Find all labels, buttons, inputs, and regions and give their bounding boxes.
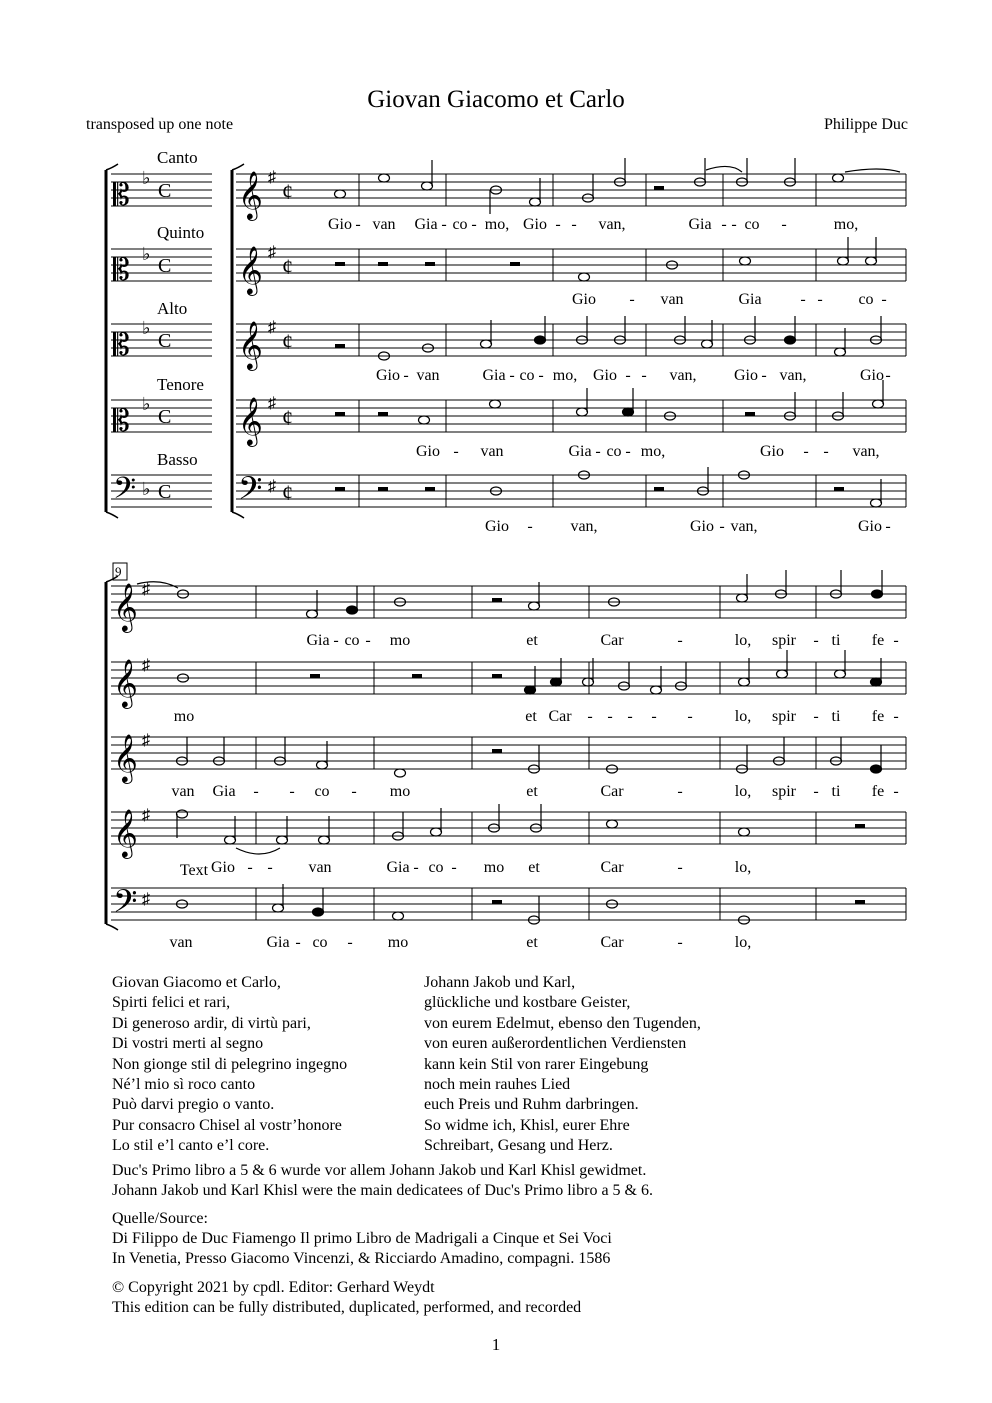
svg-text:♯: ♯ xyxy=(142,807,150,824)
lyric-syllable: et xyxy=(526,783,538,800)
lyric-syllable: Car xyxy=(600,934,624,951)
lyric-syllable: Gio xyxy=(858,518,882,535)
svg-text:♯: ♯ xyxy=(142,732,150,749)
lyric-syllable: co xyxy=(606,443,622,460)
svg-text:♯: ♯ xyxy=(268,319,276,336)
dedication-note xyxy=(112,1161,653,1201)
lyric-syllable: van xyxy=(416,367,440,384)
lyric-syllable: Gio xyxy=(860,367,884,384)
lyric-syllable: co xyxy=(314,783,330,800)
lyric-hyphen: - xyxy=(893,783,899,800)
lyric-hyphen: - xyxy=(413,859,419,876)
lyric-hyphen: - xyxy=(677,632,683,649)
lyric-hyphen: - xyxy=(333,632,339,649)
svg-text:¢: ¢ xyxy=(282,254,293,279)
lyric-syllable: ti xyxy=(831,708,841,725)
lyric-syllable: van, xyxy=(730,518,758,535)
lyric-syllable: Gia xyxy=(212,783,236,800)
lyric-hyphen: - xyxy=(355,216,361,233)
svg-text:𝄞: 𝄞 xyxy=(238,173,263,219)
lyric-hyphen: - xyxy=(595,443,601,460)
lyric-hyphen: - xyxy=(761,367,767,384)
svg-text:♭: ♭ xyxy=(142,318,151,338)
svg-text:♭: ♭ xyxy=(142,168,151,188)
lyric-hyphen: - xyxy=(453,443,459,460)
poem-line: So widme ich, Khisl, eurer Ehre xyxy=(424,1116,630,1134)
poem-italian xyxy=(112,973,347,1157)
svg-text:𝄞: 𝄞 xyxy=(238,323,263,369)
poem-line: von euren außerordentlichen Verdiensten xyxy=(424,1035,687,1053)
lyric-hyphen: - xyxy=(677,783,683,800)
lyric-hyphen: - xyxy=(347,934,353,951)
voice-name-basso: Basso xyxy=(157,450,198,469)
lyric-syllable: Gia xyxy=(688,216,712,233)
lyric-syllable: co xyxy=(344,632,360,649)
svg-text:♯: ♯ xyxy=(268,478,276,495)
source-line: Di Filippo de Duc Fiamengo Il primo Libro de Madrigali a Cinque et Sei Voci xyxy=(112,1230,612,1247)
lyric-syllable: mo xyxy=(173,708,195,725)
svg-text:¢: ¢ xyxy=(282,480,293,505)
lyric-hyphen: - xyxy=(885,518,891,535)
lyric-syllable: Gio xyxy=(690,518,714,535)
lyric-syllable: fe xyxy=(871,708,885,725)
lyric-syllable: lo, xyxy=(734,934,752,951)
lyric-hyphen: - xyxy=(509,367,515,384)
lyric-syllable: co xyxy=(744,216,760,233)
lyric-hyphen: - xyxy=(441,216,447,233)
lyric-hyphen: - xyxy=(267,859,273,876)
measure-number: 9 xyxy=(115,564,122,579)
lyric-syllable: Gia xyxy=(738,291,762,308)
lyric-hyphen: - xyxy=(813,708,819,725)
lyric-syllable: van, xyxy=(570,518,598,535)
lyric-hyphen: - xyxy=(527,518,533,535)
svg-text:𝄡: 𝄡 xyxy=(113,179,130,212)
lyric-syllable: mo, xyxy=(640,443,666,460)
source-heading: Quelle/Source: xyxy=(112,1210,208,1227)
lyric-syllable: spir xyxy=(772,708,796,725)
voice-name-quinto: Quinto xyxy=(157,223,205,242)
lyric-syllable: Gio xyxy=(416,443,440,460)
lyric-syllable: Gio xyxy=(572,291,596,308)
svg-text:𝄡: 𝄡 xyxy=(113,254,130,287)
svg-text:♭: ♭ xyxy=(142,479,151,499)
lyric-syllable: Gia xyxy=(266,934,290,951)
svg-text:𝄡: 𝄡 xyxy=(113,329,130,362)
copyright-line: © Copyright 2021 by cpdl. Editor: Gerhard Weydt xyxy=(112,1279,435,1296)
poem-line: Giovan Giacomo et Carlo, xyxy=(112,974,281,991)
poem-line: noch mein rauhes Lied xyxy=(424,1076,571,1094)
poem-german xyxy=(424,973,701,1157)
voice-name-alto: Alto xyxy=(157,299,188,318)
svg-text:♯: ♯ xyxy=(142,891,150,908)
lyric-hyphen: - xyxy=(365,632,371,649)
poem-line: euch Preis und Ruhm darbringen. xyxy=(424,1096,639,1114)
lyric-hyphen: - xyxy=(803,443,809,460)
source-line: In Venetia, Presso Giacomo Vincenzi, & Ricciardo Amadino, compagni. 1586 xyxy=(112,1250,611,1267)
lyric-syllable: Gio xyxy=(485,518,509,535)
lyric-hyphen: - xyxy=(721,216,727,233)
voice-name-canto: Canto xyxy=(157,148,198,167)
lyric-hyphen: - xyxy=(817,291,823,308)
lyric-syllable: Car xyxy=(600,783,624,800)
svg-text:𝄡: 𝄡 xyxy=(113,405,130,438)
lyric-hyphen: - xyxy=(813,783,819,800)
lyric-hyphen: - xyxy=(629,291,635,308)
lyric-syllable: Gio xyxy=(593,367,617,384)
license-line: This edition can be fully distributed, duplicated, performed, and recorded xyxy=(112,1299,582,1316)
lyric-syllable: van xyxy=(660,291,684,308)
poem-line: Può darvi pregio o vanto. xyxy=(112,1096,275,1114)
lyric-syllable: lo, xyxy=(734,859,752,876)
lyric-syllable: co xyxy=(519,367,535,384)
svg-text:♯: ♯ xyxy=(142,581,150,598)
lyric-syllable: Gio xyxy=(328,216,352,233)
svg-text:C: C xyxy=(158,180,172,202)
svg-text:C: C xyxy=(158,406,172,428)
lyric-syllable: et xyxy=(526,934,538,951)
lyric-syllable: lo, xyxy=(734,783,752,800)
poem-line: Pur consacro Chisel al vostr’honore xyxy=(112,1116,342,1134)
lyric-syllable: Text xyxy=(179,862,209,879)
lyric-hyphen: - xyxy=(885,367,891,384)
svg-text:𝄞: 𝄞 xyxy=(238,399,263,445)
lyric-syllable: mo xyxy=(483,859,505,876)
svg-text:C: C xyxy=(158,330,172,352)
lyric-syllable: van, xyxy=(669,367,697,384)
lyric-hyphen: - xyxy=(625,443,631,460)
lyric-hyphen: - xyxy=(677,934,683,951)
lyric-syllable: Gia xyxy=(386,859,410,876)
lyric-syllable: spir xyxy=(772,783,796,800)
lyric-hyphen: - xyxy=(607,708,613,725)
lyric-syllable: mo, xyxy=(552,367,578,384)
lyric-hyphen: - xyxy=(403,367,409,384)
lyric-hyphen: - xyxy=(731,216,737,233)
lyric-syllable: et xyxy=(525,708,537,725)
svg-text:𝄞: 𝄞 xyxy=(113,585,138,631)
lyric-syllable: van xyxy=(308,859,332,876)
poem-line: Schreibart, Gesang und Herz. xyxy=(424,1137,613,1155)
lyric-syllable: mo xyxy=(389,632,411,649)
svg-text:C: C xyxy=(158,255,172,277)
lyric-syllable: van, xyxy=(852,443,880,460)
lyric-syllable: van xyxy=(171,783,195,800)
lyric-hyphen: - xyxy=(471,216,477,233)
poem-line: Né’l mio sì roco canto xyxy=(112,1076,256,1094)
lyric-hyphen: - xyxy=(247,859,253,876)
lyric-hyphen: - xyxy=(289,783,295,800)
lyric-hyphen: - xyxy=(295,934,301,951)
lyric-syllable: Gia xyxy=(482,367,506,384)
lyric-syllable: van xyxy=(372,216,396,233)
lyric-syllable: van, xyxy=(779,367,807,384)
svg-text:𝄞: 𝄞 xyxy=(113,736,138,782)
lyric-hyphen: - xyxy=(587,708,593,725)
lyric-syllable: Car xyxy=(548,708,572,725)
lyric-syllable: mo, xyxy=(833,216,859,233)
lyric-syllable: ti xyxy=(831,783,841,800)
lyric-hyphen: - xyxy=(538,367,544,384)
lyric-hyphen: - xyxy=(651,708,657,725)
lyric-syllable: co xyxy=(312,934,328,951)
svg-text:♯: ♯ xyxy=(142,657,150,674)
lyric-syllable: mo, xyxy=(484,216,510,233)
lyric-syllable: van xyxy=(169,934,193,951)
lyric-syllable: ti xyxy=(831,632,841,649)
lyric-hyphen: - xyxy=(625,367,631,384)
lyric-hyphen: - xyxy=(781,216,787,233)
lyric-syllable: fe xyxy=(871,632,885,649)
lyric-hyphen: - xyxy=(451,859,457,876)
lyric-hyphen: - xyxy=(800,291,806,308)
svg-text:¢: ¢ xyxy=(282,179,293,204)
bass-clef-system-1: 𝄢 xyxy=(238,472,263,514)
lyric-hyphen: - xyxy=(253,783,259,800)
lyric-hyphen: - xyxy=(687,708,693,725)
lyric-syllable: van, xyxy=(598,216,626,233)
svg-text:𝄞: 𝄞 xyxy=(113,811,138,857)
lyric-syllable: co xyxy=(452,216,468,233)
poem-line: Spirti felici et rari, xyxy=(112,994,231,1012)
lyric-syllable: fe xyxy=(871,783,885,800)
lyric-syllable: Gia xyxy=(414,216,438,233)
poem-line: Di generoso ardir, di virtù pari, xyxy=(112,1014,311,1032)
lyric-syllable: spir xyxy=(772,632,796,649)
key-sharps-system-2 xyxy=(142,581,150,908)
poem-line: Di vostri merti al segno xyxy=(112,1035,264,1053)
poem-line: kann kein Stil von rarer Eingebung xyxy=(424,1055,649,1073)
incipit-bass-clef: 𝄢 xyxy=(113,472,137,512)
voice-name-tenore: Tenore xyxy=(157,375,204,394)
svg-text:¢: ¢ xyxy=(282,329,293,354)
lyric-syllable: Gio xyxy=(734,367,758,384)
dedication-line: Duc's Primo libro a 5 & 6 wurde vor allem Johann Jakob und Karl Khisl gewidmet. xyxy=(112,1162,647,1179)
lyric-syllable: lo, xyxy=(734,708,752,725)
lyric-hyphen: - xyxy=(823,443,829,460)
transposition-note: transposed up one note xyxy=(86,116,234,133)
lyric-syllable: mo xyxy=(387,934,409,951)
lyric-syllable: Gio xyxy=(211,859,235,876)
lyric-hyphen: - xyxy=(719,518,725,535)
lyric-hyphen: - xyxy=(641,367,647,384)
lyric-syllable: Car xyxy=(600,632,624,649)
lyric-syllable: Gia xyxy=(568,443,592,460)
lyric-syllable: Car xyxy=(600,859,624,876)
lyric-syllable: van xyxy=(480,443,504,460)
lyric-syllable: Gio xyxy=(760,443,784,460)
svg-text:C: C xyxy=(158,481,172,503)
page-number: 1 xyxy=(491,1335,501,1354)
lyric-hyphen: - xyxy=(351,783,357,800)
poem-line: Lo stil e’l canto e’l core. xyxy=(112,1137,270,1155)
lyric-hyphen: - xyxy=(881,291,887,308)
dedication-line: Johann Jakob und Karl Khisl were the main dedicatees of Duc's Primo libro a 5 & 6. xyxy=(112,1182,653,1199)
poem-line: glückliche und kostbare Geister, xyxy=(424,994,631,1012)
svg-text:♯: ♯ xyxy=(268,169,276,186)
svg-text:♯: ♯ xyxy=(268,395,276,412)
treble-clefs-system-2 xyxy=(113,583,138,859)
lyric-syllable: mo xyxy=(389,783,411,800)
lyric-syllable: Gio xyxy=(523,216,547,233)
page-title: Giovan Giacomo et Carlo xyxy=(367,86,625,113)
lyric-syllable: co xyxy=(428,859,444,876)
lyric-syllable: co xyxy=(858,291,874,308)
lyric-hyphen: - xyxy=(813,632,819,649)
poem-line: Johann Jakob und Karl, xyxy=(424,974,576,991)
lyric-hyphen: - xyxy=(571,216,577,233)
lyric-syllable: et xyxy=(528,859,540,876)
composer-name: Philippe Duc xyxy=(824,116,908,133)
svg-text:𝄞: 𝄞 xyxy=(238,248,263,294)
svg-text:♭: ♭ xyxy=(142,244,151,264)
lyric-hyphen: - xyxy=(555,216,561,233)
bass-clef-system-2: 𝄢 xyxy=(113,885,138,927)
copyright-note xyxy=(112,1278,581,1318)
lyric-hyphen: - xyxy=(893,708,899,725)
lyric-syllable: lo, xyxy=(734,632,752,649)
lyric-hyphen: - xyxy=(893,632,899,649)
lyric-syllable: et xyxy=(526,632,538,649)
svg-text:¢: ¢ xyxy=(282,405,293,430)
svg-text:𝄞: 𝄞 xyxy=(113,661,138,707)
lyric-syllable: Gia xyxy=(306,632,330,649)
svg-text:♭: ♭ xyxy=(142,394,151,414)
poem-line: Non gionge stil di pelegrino ingegno xyxy=(112,1055,348,1073)
lyric-syllable: Gio xyxy=(376,367,400,384)
source-note xyxy=(112,1209,612,1269)
lyric-hyphen: - xyxy=(677,859,683,876)
lyric-hyphen: - xyxy=(627,708,633,725)
poem-line: von eurem Edelmut, ebenso den Tugenden, xyxy=(424,1014,701,1032)
svg-text:♯: ♯ xyxy=(268,244,276,261)
